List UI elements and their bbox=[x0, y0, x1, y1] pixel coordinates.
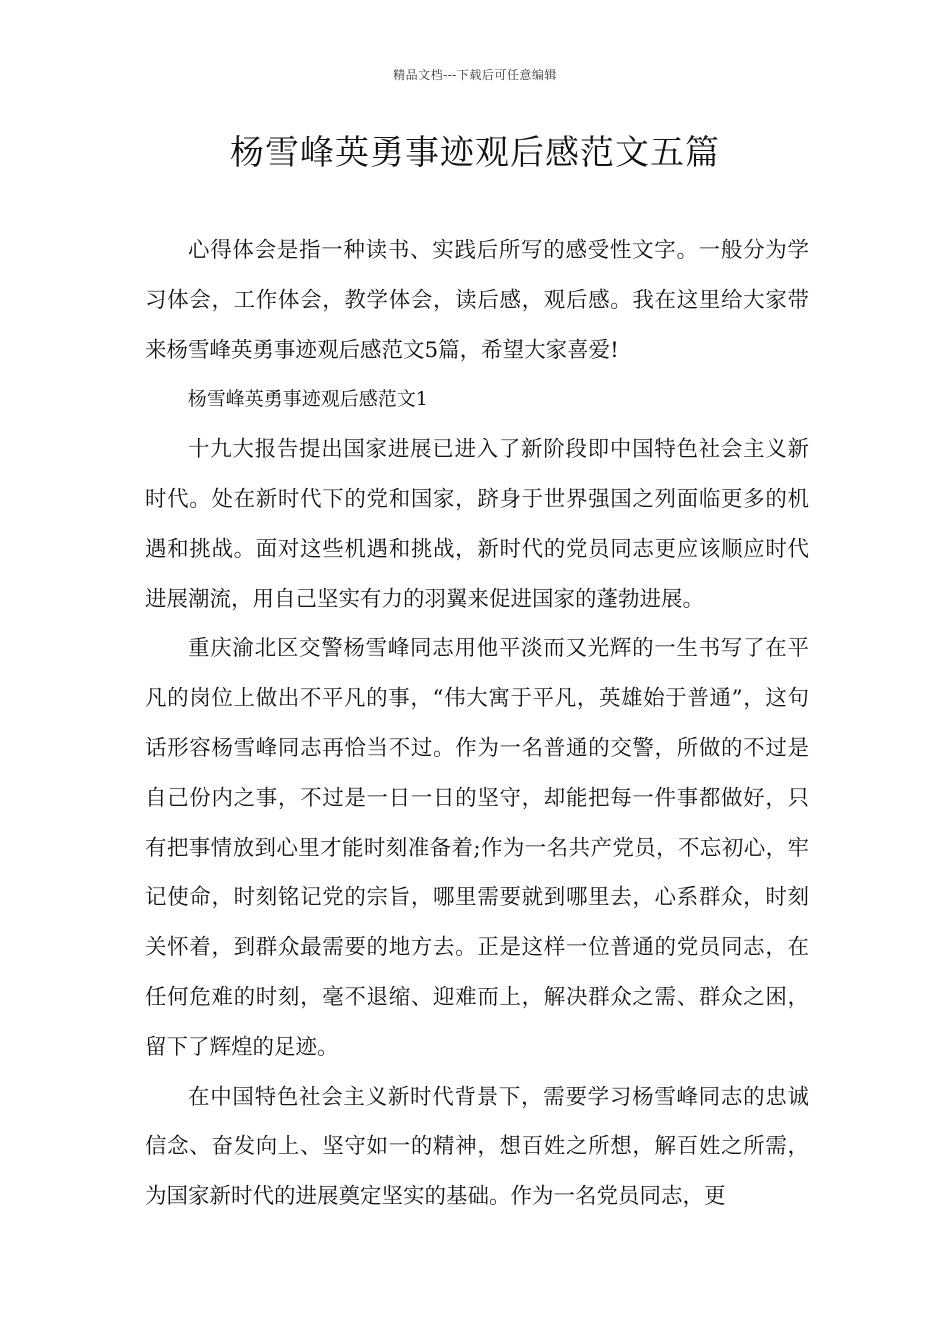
header-note: 精品文档---下载后可任意编辑 bbox=[393, 68, 557, 82]
body-paragraph-2: 重庆渝北区交警杨雪峰同志用他平淡而又光辉的一生书写了在平凡的岗位上做出不平凡的事，“伟大寓于平凡，英雄始于普通”，这句话形容杨雪峰同志再恰当不过。作为一名普通的交警，所做的不过是自己份内之事，不过是一日一日的坚守，却能把每一件事都做好，只有把事情放到心里才能时刻准备着;作为一名共产党员，不忘初心，牢记使命，时刻铭记党的宗旨，哪里需要就到哪里去，心系群众，时刻关怀着，到群众最需要的地方去。正是这样一位普通的党员同志，在任何危难的时刻，毫不退缩、迎难而上，解决群众之需、群众之困，留下了辉煌的足迹。 bbox=[145, 636, 809, 1060]
document-title: 杨雪峰英勇事迹观后感范文五篇 bbox=[230, 133, 720, 173]
intro-paragraph: 心得体会是指一种读书、实践后所写的感受性文字。一般分为学习体会，工作体会，教学体会，读后感，观后感。我在这里给大家带来杨雪峰英勇事迹观后感范文5篇，希望大家喜爱! bbox=[145, 238, 809, 363]
body-paragraph-3: 在中国特色社会主义新时代背景下，需要学习杨雪峰同志的忠诚信念、奋发向上、坚守如一的精神，想百姓之所想，解百姓之所需，为国家新时代的进展奠定坚实的基础。作为一名党员同志，更 bbox=[145, 1084, 809, 1210]
section-heading: 杨雪峰英勇事迹观后感范文1 bbox=[187, 388, 428, 411]
body-paragraph-1: 十九大报告提出国家进展已进入了新阶段即中国特色社会主义新时代。处在新时代下的党和国家，跻身于世界强国之列面临更多的机遇和挑战。面对这些机遇和挑战，新时代的党员同志更应该顺应时代进展潮流，用自己坚实有力的羽翼来促进国家的蓬勃进展。 bbox=[145, 437, 809, 612]
document-body bbox=[145, 226, 809, 1222]
